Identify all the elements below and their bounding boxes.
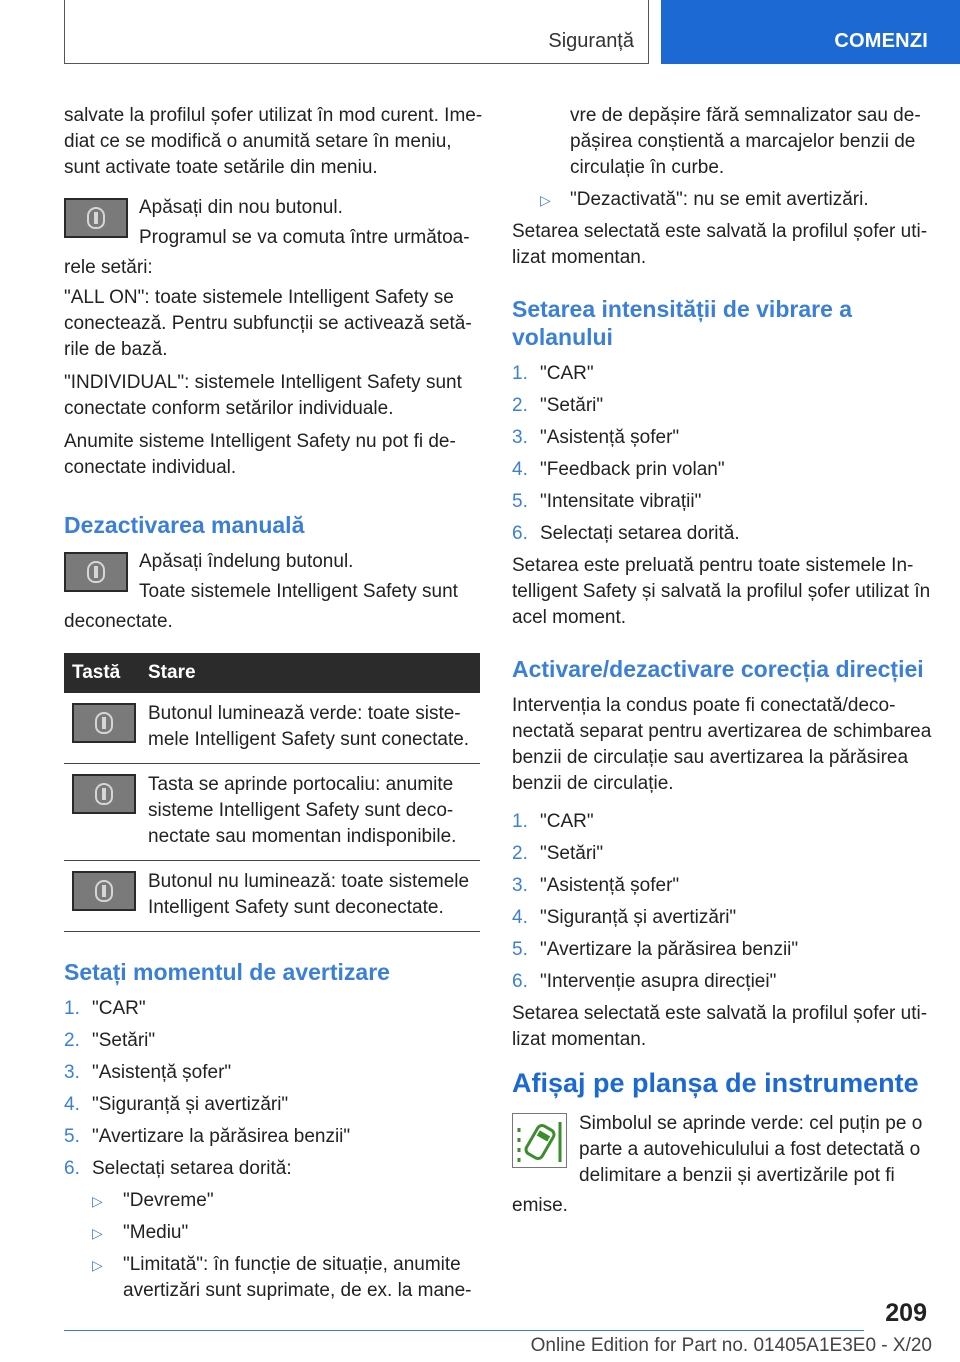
table-header-key: Tastă [64,653,140,693]
button-state-table [64,653,480,932]
heading-vibration: Setarea intensității de vibrare a volanului [512,296,853,350]
instruction-text: deconectate. [64,611,173,632]
instruction-text: Programul se va comuta între următoa- [139,227,470,248]
list-item: 5. "Avertizare la părăsirea benzii" [64,1126,351,1147]
display-symbol-block [512,1111,932,1219]
table-row [64,764,480,861]
paragraph: Setarea selectată este salvată la profilul șofer utilizat momentan. [512,1003,928,1050]
safety-button-icon [64,198,128,238]
triangle-bullet-icon: ▷ [92,1225,103,1241]
lane-departure-icon [512,1113,567,1168]
list-item: 3. "Asistență șofer" [64,1062,232,1083]
instruction-text: rele setări: [64,257,153,278]
heading-warning-time: Setați momentul de avertizare [64,959,390,985]
paragraph: salvate la profilul șofer utilizat în mod curent. Imediat ce se modifică o anumită setare în meniu, sunt activate toate setările din meniu. [64,105,483,178]
list-item: 5. "Intensitate vibrații" [512,491,702,512]
button-instruction [64,195,484,281]
header-section-box [64,0,649,64]
list-item: 3. "Asistență șofer" [512,427,680,448]
list-item: 3. "Asistență șofer" [512,875,680,896]
sub-options [92,1188,484,1304]
list-item: 4. "Siguranță și avertizări" [512,907,737,928]
steps-list [64,996,484,1304]
instruction-text: Simbolul se aprinde verde: cel puțin pe o parte a autovehiculului a fost detectată o delimitare a benzii și avertizările pot fi [579,1113,923,1186]
footer-divider [64,1330,864,1331]
list-item: 4. "Feedback prin volan" [512,459,725,480]
list-item: 1. "CAR" [64,998,146,1019]
list-item: ▷ "Devreme" [92,1188,484,1214]
footer-edition: Online Edition for Part no. 01405A1E3E0 - X/20 [530,1335,932,1356]
safety-button-icon [72,703,136,743]
paragraph: "INDIVIDUAL": sistemele Intelligent Safety sunt conectate conform setărilor individuale. [64,372,462,419]
list-item: 2. "Setări" [512,843,604,864]
table-row [64,861,480,932]
triangle-bullet-icon: ▷ [92,1193,103,1209]
instruction-text: Apăsați din nou butonul. [139,197,343,218]
steps-list [512,361,932,547]
list-item: 6. "Intervenție asupra direcției" [512,971,777,992]
list-item: 6. Selectați setarea dorită: ▷ "Devreme" ▷ "Mediu" ▷ "Limitată": în funcție de situație, anumite avertizări sunt suprimate, de ex. la mane- [64,1156,484,1304]
table-cell: Butonul nu luminează: toate sistemele Intelligent Safety sunt deconectate. [140,861,480,932]
list-item: ▷ "Limitată": în funcție de situație, anumite avertizări sunt suprimate, de ex. la mane- [92,1254,472,1301]
heading-manual-deactivation: Dezactivarea manuală [64,512,305,538]
table-header-state: Stare [140,653,480,693]
header-tab-label: COMENZI [834,30,928,52]
list-item: 4. "Siguranță și avertizări" [64,1094,289,1115]
instruction-text: emise. [512,1195,568,1216]
safety-button-icon [64,552,128,592]
steps-list [512,809,932,995]
table-row [64,693,480,764]
header-tab[interactable] [661,0,960,64]
header-section-title: Siguranță [548,30,634,52]
instruction-text: Apăsați îndelung butonul. [139,551,354,572]
table-cell: Butonul luminează verde: toate sistemele Intelligent Safety sunt conectate. [140,693,480,764]
safety-button-icon [72,774,136,814]
right-column [512,103,932,1226]
list-item: 6. Selectați setarea dorită. [512,523,740,544]
list-item: ▷ "Dezactivată": nu se emit avertizări. [512,187,932,213]
heading-instrument-display: Afișaj pe planșa de instrumente [512,1068,919,1098]
triangle-bullet-icon: ▷ [540,192,551,208]
paragraph: "ALL ON": toate sistemele Intelligent Safety se conectează. Pentru subfuncții se activează setările de bază. [64,287,472,360]
table-cell: Tasta se aprinde portocaliu: anumite sisteme Intelligent Safety sunt deconectate sau momentan indisponibile. [140,764,480,861]
paragraph: Setarea este preluată pentru toate sistemele Intelligent Safety și salvată la profilul șofer utilizat în acel moment. [512,555,931,628]
safety-button-icon [72,871,136,911]
list-item: 5. "Avertizare la părăsirea benzii" [512,939,799,960]
list-item: 2. "Setări" [64,1030,156,1051]
left-column [64,103,484,1310]
triangle-bullet-icon: ▷ [92,1257,103,1273]
paragraph: Setarea selectată este salvată la profilul șofer utilizat momentan. [512,221,928,268]
paragraph: Anumite sisteme Intelligent Safety nu pot fi deconectate individual. [64,431,456,478]
paragraph: vre de depășire fără semnalizator sau depășirea conștientă a marcajelor benzii de circulație în curbe. [570,105,921,178]
list-item: 1. "CAR" [512,811,594,832]
paragraph: Intervenția la condus poate fi conectată/deconectată separat pentru avertizarea de schimbarea benzii de circulație sau avertizarea la părăsirea benzii de circulație. [512,695,932,794]
heading-steering-correction: Activare/dezactivare corecția direcției [512,656,924,682]
list-item: ▷ "Mediu" [92,1220,484,1246]
button-instruction [64,549,484,635]
page-number: 209 [885,1299,927,1327]
instruction-text: Toate sistemele Intelligent Safety sunt [139,581,458,602]
list-item: 1. "CAR" [512,363,594,384]
list-item: 2. "Setări" [512,395,604,416]
